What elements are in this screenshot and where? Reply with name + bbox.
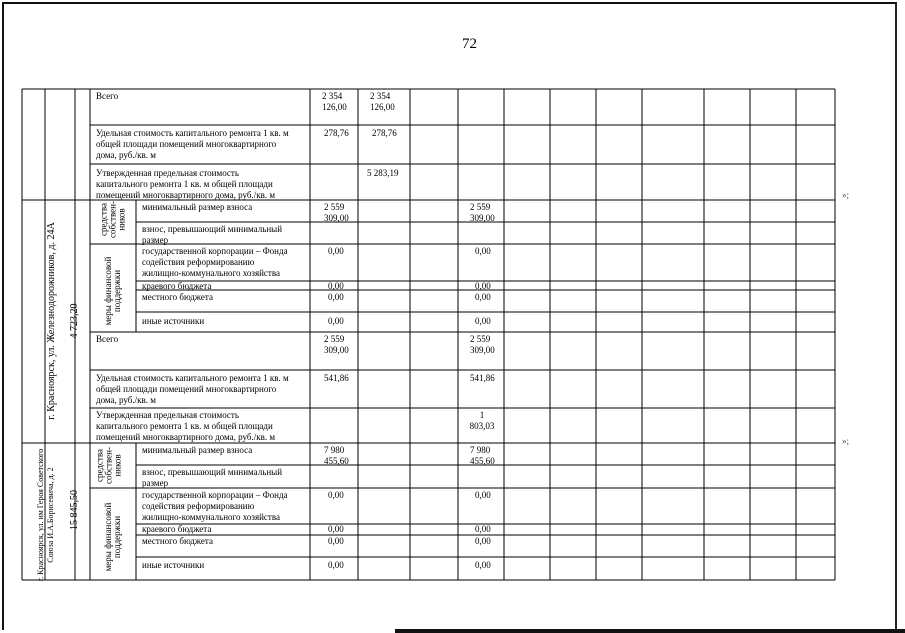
margin-mark: »;	[842, 436, 850, 446]
state-corp-value-col1: 0,00	[328, 490, 344, 500]
local-value-col1: 0,00	[328, 536, 344, 546]
unit-cost-value-col3: 541,86	[470, 373, 495, 383]
regional-value-col3: 0,00	[475, 524, 491, 534]
address-cell: г. Красноярск, ул. Железнодорожников, д. 24А	[46, 222, 57, 420]
local-value-col1: 0,00	[328, 292, 344, 302]
total-label: Всего	[96, 334, 119, 344]
state-corp-value-col3: 0,00	[475, 246, 491, 256]
unit-cost-value-col2: 278,76	[372, 128, 397, 138]
local-value-col3: 0,00	[475, 536, 491, 546]
min-fee-value-col1: 2 559 309,00	[324, 202, 349, 223]
page-number: 72	[462, 36, 477, 52]
limit-label: Утвержденная предельная стоимость капитального ремонта 1 кв. м общей площади помещений многоквартирного дома, руб./кв. м	[96, 410, 276, 442]
other-value-col1: 0,00	[328, 316, 344, 326]
other-label: иные источники	[142, 560, 205, 570]
total-value-col3: 2 559 309,00	[470, 334, 495, 355]
min-fee-label: минимальный размер взноса	[142, 202, 253, 212]
over-fee-label: взнос, превышающий минимальный размер	[142, 224, 283, 245]
min-fee-value-col3: 2 559 309,00	[470, 202, 495, 223]
limit-value-col2: 5 283,19	[367, 168, 399, 178]
unit-cost-label: Удельная стоимость капитального ремонта 1 кв. м общей площади помещений многоквартирного дома, руб./кв. м	[96, 128, 289, 160]
state-corp-label: государственной корпорации – Фонда содействия реформированию жилищно-коммунального хозяйства	[142, 246, 288, 278]
total-value-col2: 2 354 126,00	[370, 91, 395, 112]
group-owners: средства собствен- ников	[98, 201, 127, 239]
local-label: местного бюджета	[142, 292, 213, 302]
regional-label: краевого бюджета	[142, 281, 212, 291]
group-owners: средства собствен- ников	[94, 447, 123, 485]
limit-label: Утвержденная предельная стоимость капитального ремонта 1 кв. м общей площади помещений многоквартирного дома, руб./кв. м	[96, 168, 276, 200]
address-cell: г. Красноярск, ул. им Героя Советского Союза И.А.Борисевича, д. 2	[36, 448, 55, 582]
other-value-col3: 0,00	[475, 316, 491, 326]
group-support: меры финансовой поддержки	[103, 256, 122, 326]
regional-value-col1: 0,00	[328, 524, 344, 534]
other-label: иные источники	[142, 316, 205, 326]
total-value-col1: 2 559 309,00	[324, 334, 349, 355]
regional-label: краевого бюджета	[142, 524, 212, 534]
area-cell: 15 845,50	[69, 490, 80, 530]
unit-cost-label: Удельная стоимость капитального ремонта 1 кв. м общей площади помещений многоквартирного дома, руб./кв. м	[96, 373, 289, 405]
total-label: Всего	[96, 91, 119, 101]
state-corp-value-col3: 0,00	[475, 490, 491, 500]
group-support: меры финансовой поддержки	[103, 502, 122, 572]
min-fee-value-col1: 7 980 455,60	[324, 445, 349, 466]
regional-value-col1: 0,00	[328, 281, 344, 291]
other-value-col3: 0,00	[475, 560, 491, 570]
limit-value-col3: 1 803,03	[469, 410, 495, 431]
local-label: местного бюджета	[142, 536, 213, 546]
state-corp-label: государственной корпорации – Фонда содействия реформированию жилищно-коммунального хозяйства	[142, 490, 288, 522]
regional-value-col3: 0,00	[475, 281, 491, 291]
unit-cost-value-col1: 541,86	[324, 373, 349, 383]
area-cell: 4 723,20	[69, 303, 80, 339]
margin-mark: »;	[842, 190, 850, 200]
other-value-col1: 0,00	[328, 560, 344, 570]
local-value-col3: 0,00	[475, 292, 491, 302]
total-value-col1: 2 354 126,00	[322, 91, 347, 112]
over-fee-label: взнос, превышающий минимальный размер	[142, 467, 283, 488]
min-fee-value-col3: 7 980 455,60	[470, 445, 495, 466]
unit-cost-value-col1: 278,76	[324, 128, 349, 138]
min-fee-label: минимальный размер взноса	[142, 445, 253, 455]
state-corp-value-col1: 0,00	[328, 246, 344, 256]
